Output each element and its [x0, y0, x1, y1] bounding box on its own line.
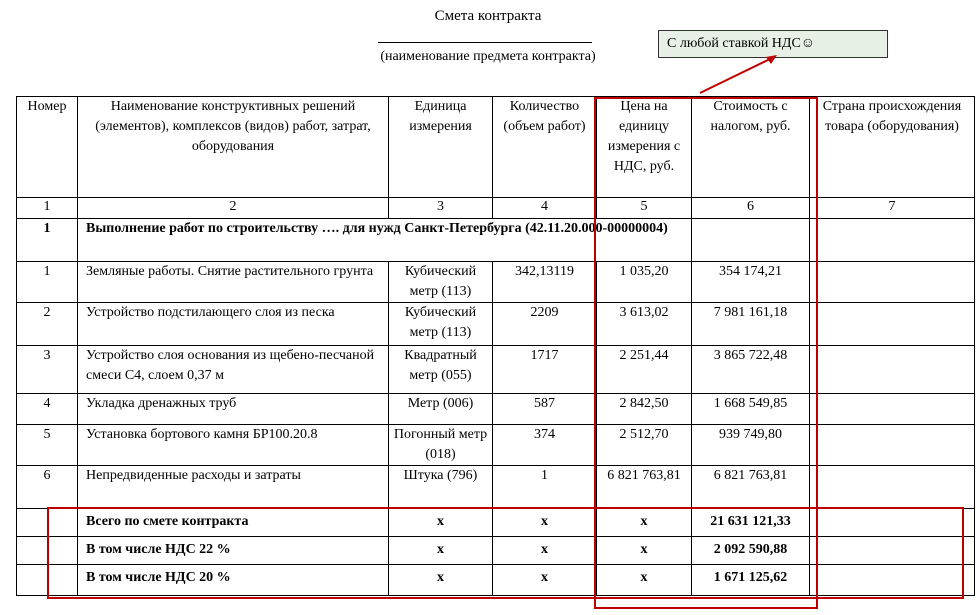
row-cost: 939 749,80	[692, 425, 810, 466]
total-price: x	[597, 537, 692, 565]
total-quantity: x	[493, 509, 597, 537]
row-quantity: 374	[493, 425, 597, 466]
header-number: Номер	[17, 97, 78, 198]
header-name: Наименование конструктивных решений (элементов), комплексов (видов) работ, затрат, оборудования	[78, 97, 389, 198]
total-label: Всего по смете контракта	[78, 509, 389, 537]
row-number: 1	[17, 262, 78, 303]
row-quantity: 1	[493, 466, 597, 509]
total-quantity: x	[493, 537, 597, 565]
row-price: 2 842,50	[597, 394, 692, 425]
row-cost: 3 865 722,48	[692, 346, 810, 394]
total-unit: x	[389, 537, 493, 565]
total-cost: 1 671 125,62	[692, 565, 810, 596]
total-cost: 2 092 590,88	[692, 537, 810, 565]
row-cost: 6 821 763,81	[692, 466, 810, 509]
total-unit: x	[389, 509, 493, 537]
column-number: 2	[78, 198, 389, 219]
total-unit: x	[389, 565, 493, 596]
row-price: 6 821 763,81	[597, 466, 692, 509]
row-number: 6	[17, 466, 78, 509]
total-quantity: x	[493, 565, 597, 596]
row-name: Непредвиденные расходы и затраты	[78, 466, 389, 509]
row-unit: Штука (796)	[389, 466, 493, 509]
total-cost: 21 631 121,33	[692, 509, 810, 537]
row-cost: 7 981 161,18	[692, 303, 810, 346]
header-country: Страна происхождения товара (оборудования)	[810, 97, 975, 198]
row-number: 5	[17, 425, 78, 466]
header-unit: Единица измерения	[389, 97, 493, 198]
row-name: Земляные работы. Снятие растительного грунта	[78, 262, 389, 303]
row-unit: Погонный метр (018)	[389, 425, 493, 466]
column-number: 4	[493, 198, 597, 219]
row-number: 2	[17, 303, 78, 346]
column-number: 5	[597, 198, 692, 219]
row-number: 4	[17, 394, 78, 425]
document-title: Смета контракта	[434, 8, 542, 24]
total-label: В том числе НДС 22 %	[78, 537, 389, 565]
column-number: 7	[810, 198, 975, 219]
row-unit: Кубический метр (113)	[389, 303, 493, 346]
header-price: Цена на единицу измерения с НДС, руб.	[597, 97, 692, 198]
row-unit: Кубический метр (113)	[389, 262, 493, 303]
row-name: Укладка дренажных труб	[78, 394, 389, 425]
row-quantity: 342,13119	[493, 262, 597, 303]
column-number: 3	[389, 198, 493, 219]
column-number: 1	[17, 198, 78, 219]
row-price: 1 035,20	[597, 262, 692, 303]
header-quantity: Количество (объем работ)	[493, 97, 597, 198]
row-price: 2 512,70	[597, 425, 692, 466]
row-quantity: 2209	[493, 303, 597, 346]
row-number: 3	[17, 346, 78, 394]
row-name: Устройство подстилающего слоя из песка	[78, 303, 389, 346]
row-cost: 354 174,21	[692, 262, 810, 303]
row-quantity: 587	[493, 394, 597, 425]
total-label: В том числе НДС 20 %	[78, 565, 389, 596]
row-unit: Метр (006)	[389, 394, 493, 425]
section-number: 1	[17, 219, 78, 262]
section-name: Выполнение работ по строительству …. для нужд Санкт-Петербурга (42.11.20.000-00000004)	[78, 219, 692, 262]
row-name: Установка бортового камня БР100.20.8	[78, 425, 389, 466]
total-price: x	[597, 509, 692, 537]
vat-callout: С любой ставкой НДС☺	[658, 30, 888, 58]
row-unit: Квадратный метр (055)	[389, 346, 493, 394]
row-price: 3 613,02	[597, 303, 692, 346]
document-subtitle: (наименование предмета контракта)	[380, 49, 596, 64]
row-price: 2 251,44	[597, 346, 692, 394]
row-name: Устройство слоя основания из щебено-песчаной смеси С4, слоем 0,37 м	[78, 346, 389, 394]
column-number: 6	[692, 198, 810, 219]
row-cost: 1 668 549,85	[692, 394, 810, 425]
header-cost: Стоимость с налогом, руб.	[692, 97, 810, 198]
total-price: x	[597, 565, 692, 596]
row-quantity: 1717	[493, 346, 597, 394]
